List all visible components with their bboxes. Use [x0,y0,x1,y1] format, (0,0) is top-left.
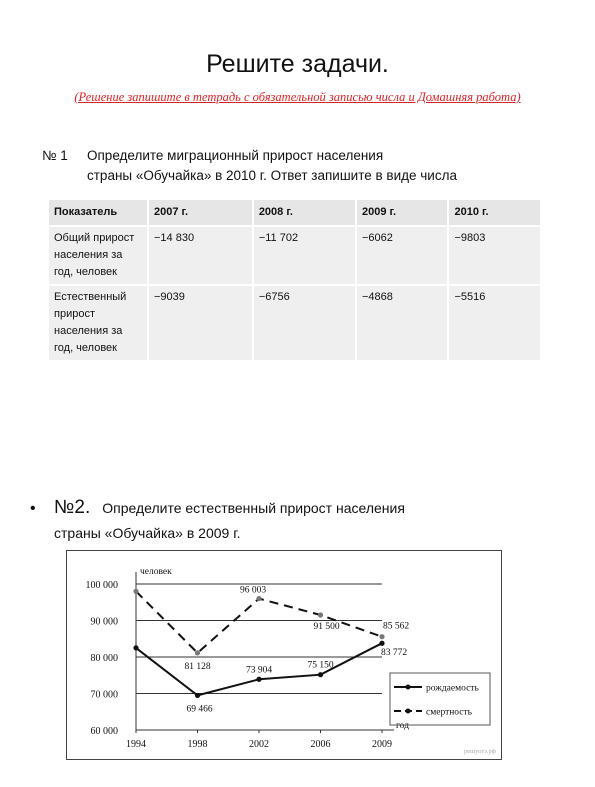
table-row-label: Естественный прирост населения за год, человек [49,286,147,360]
table-header-row [49,200,540,225]
y-tick-label: 80 000 [90,653,118,664]
x-tick-label: 1998 [187,739,208,750]
data-point [256,596,261,601]
table-header: 2009 г. [357,200,448,225]
data-label: 96 003 [239,585,267,596]
x-tick-label: 2006 [310,739,331,750]
table-cell: −4868 [357,286,448,360]
data-point [195,650,200,655]
watermark: решуогэ.рф [463,748,496,755]
table-cell: −9803 [449,227,540,284]
table-cell: −5516 [449,286,540,360]
table-row-label: Общий прирост населения за год, человек [49,227,147,284]
x-tick-label: 1994 [126,739,146,750]
table-header: 2007 г. [149,200,252,225]
data-label: 81 128 [184,661,211,672]
population-table [47,198,542,362]
table-cell: −11 702 [254,227,355,284]
data-point [133,589,138,594]
x-axis-label: год [396,721,409,731]
page-subtitle: (Решение запишите в тетрадь с обязательной записью числа и Домашняя работа) [74,90,521,104]
data-label: 75 150 [307,660,334,671]
task-2-number: №2. [54,497,91,518]
table-header: 2008 г. [254,200,355,225]
data-label: 91 500 [313,622,340,633]
y-tick-label: 90 000 [90,616,118,628]
data-label: 73 904 [245,665,273,676]
y-tick-label: 70 000 [90,689,118,701]
page-title: Решите задачи. [206,50,389,78]
table-row [49,286,540,360]
table-cell: −14 830 [149,227,252,284]
data-point [379,641,384,646]
x-tick-label: 2009 [372,739,392,750]
task-1-line-2: страны «Обучайка» в 2010 г. Ответ запишите в виде числа [87,168,457,183]
task-1-line-1: Определите миграционный прирост населения [87,148,384,163]
y-tick-label: 100 000 [85,580,118,591]
x-tick-label: 2002 [249,739,269,750]
data-point [133,645,138,650]
data-label: 83 772 [380,648,408,659]
table-cell: −6062 [357,227,448,284]
table-cell: −6756 [254,286,355,360]
legend-label: рождаемость [426,683,479,694]
data-point [195,693,200,698]
task-1 [42,146,457,186]
legend-label: смертность [426,707,472,718]
data-point [318,672,323,677]
chart-frame [67,551,502,760]
task-1-number: № 1 [42,148,68,163]
data-point [318,612,323,617]
task-2-line-2: страны «Обучайка» в 2009 г. [54,525,241,541]
table-cell: −9039 [149,286,252,360]
table-header: Показатель [49,200,147,225]
data-label: 69 466 [186,704,213,715]
data-point [379,634,384,639]
bullet-icon: • [30,500,36,517]
data-point [256,677,261,682]
task-2 [30,496,405,545]
table-header: 2010 г. [449,200,540,225]
y-tick-label: 60 000 [90,726,118,737]
data-label: 85 562 [382,621,410,632]
task-2-line-1: Определите естественный прирост населения [102,500,405,516]
population-chart [66,550,502,760]
y-axis-label: человек [140,567,172,577]
table-row [49,227,540,284]
legend-marker [406,709,411,714]
legend-marker [406,685,411,690]
